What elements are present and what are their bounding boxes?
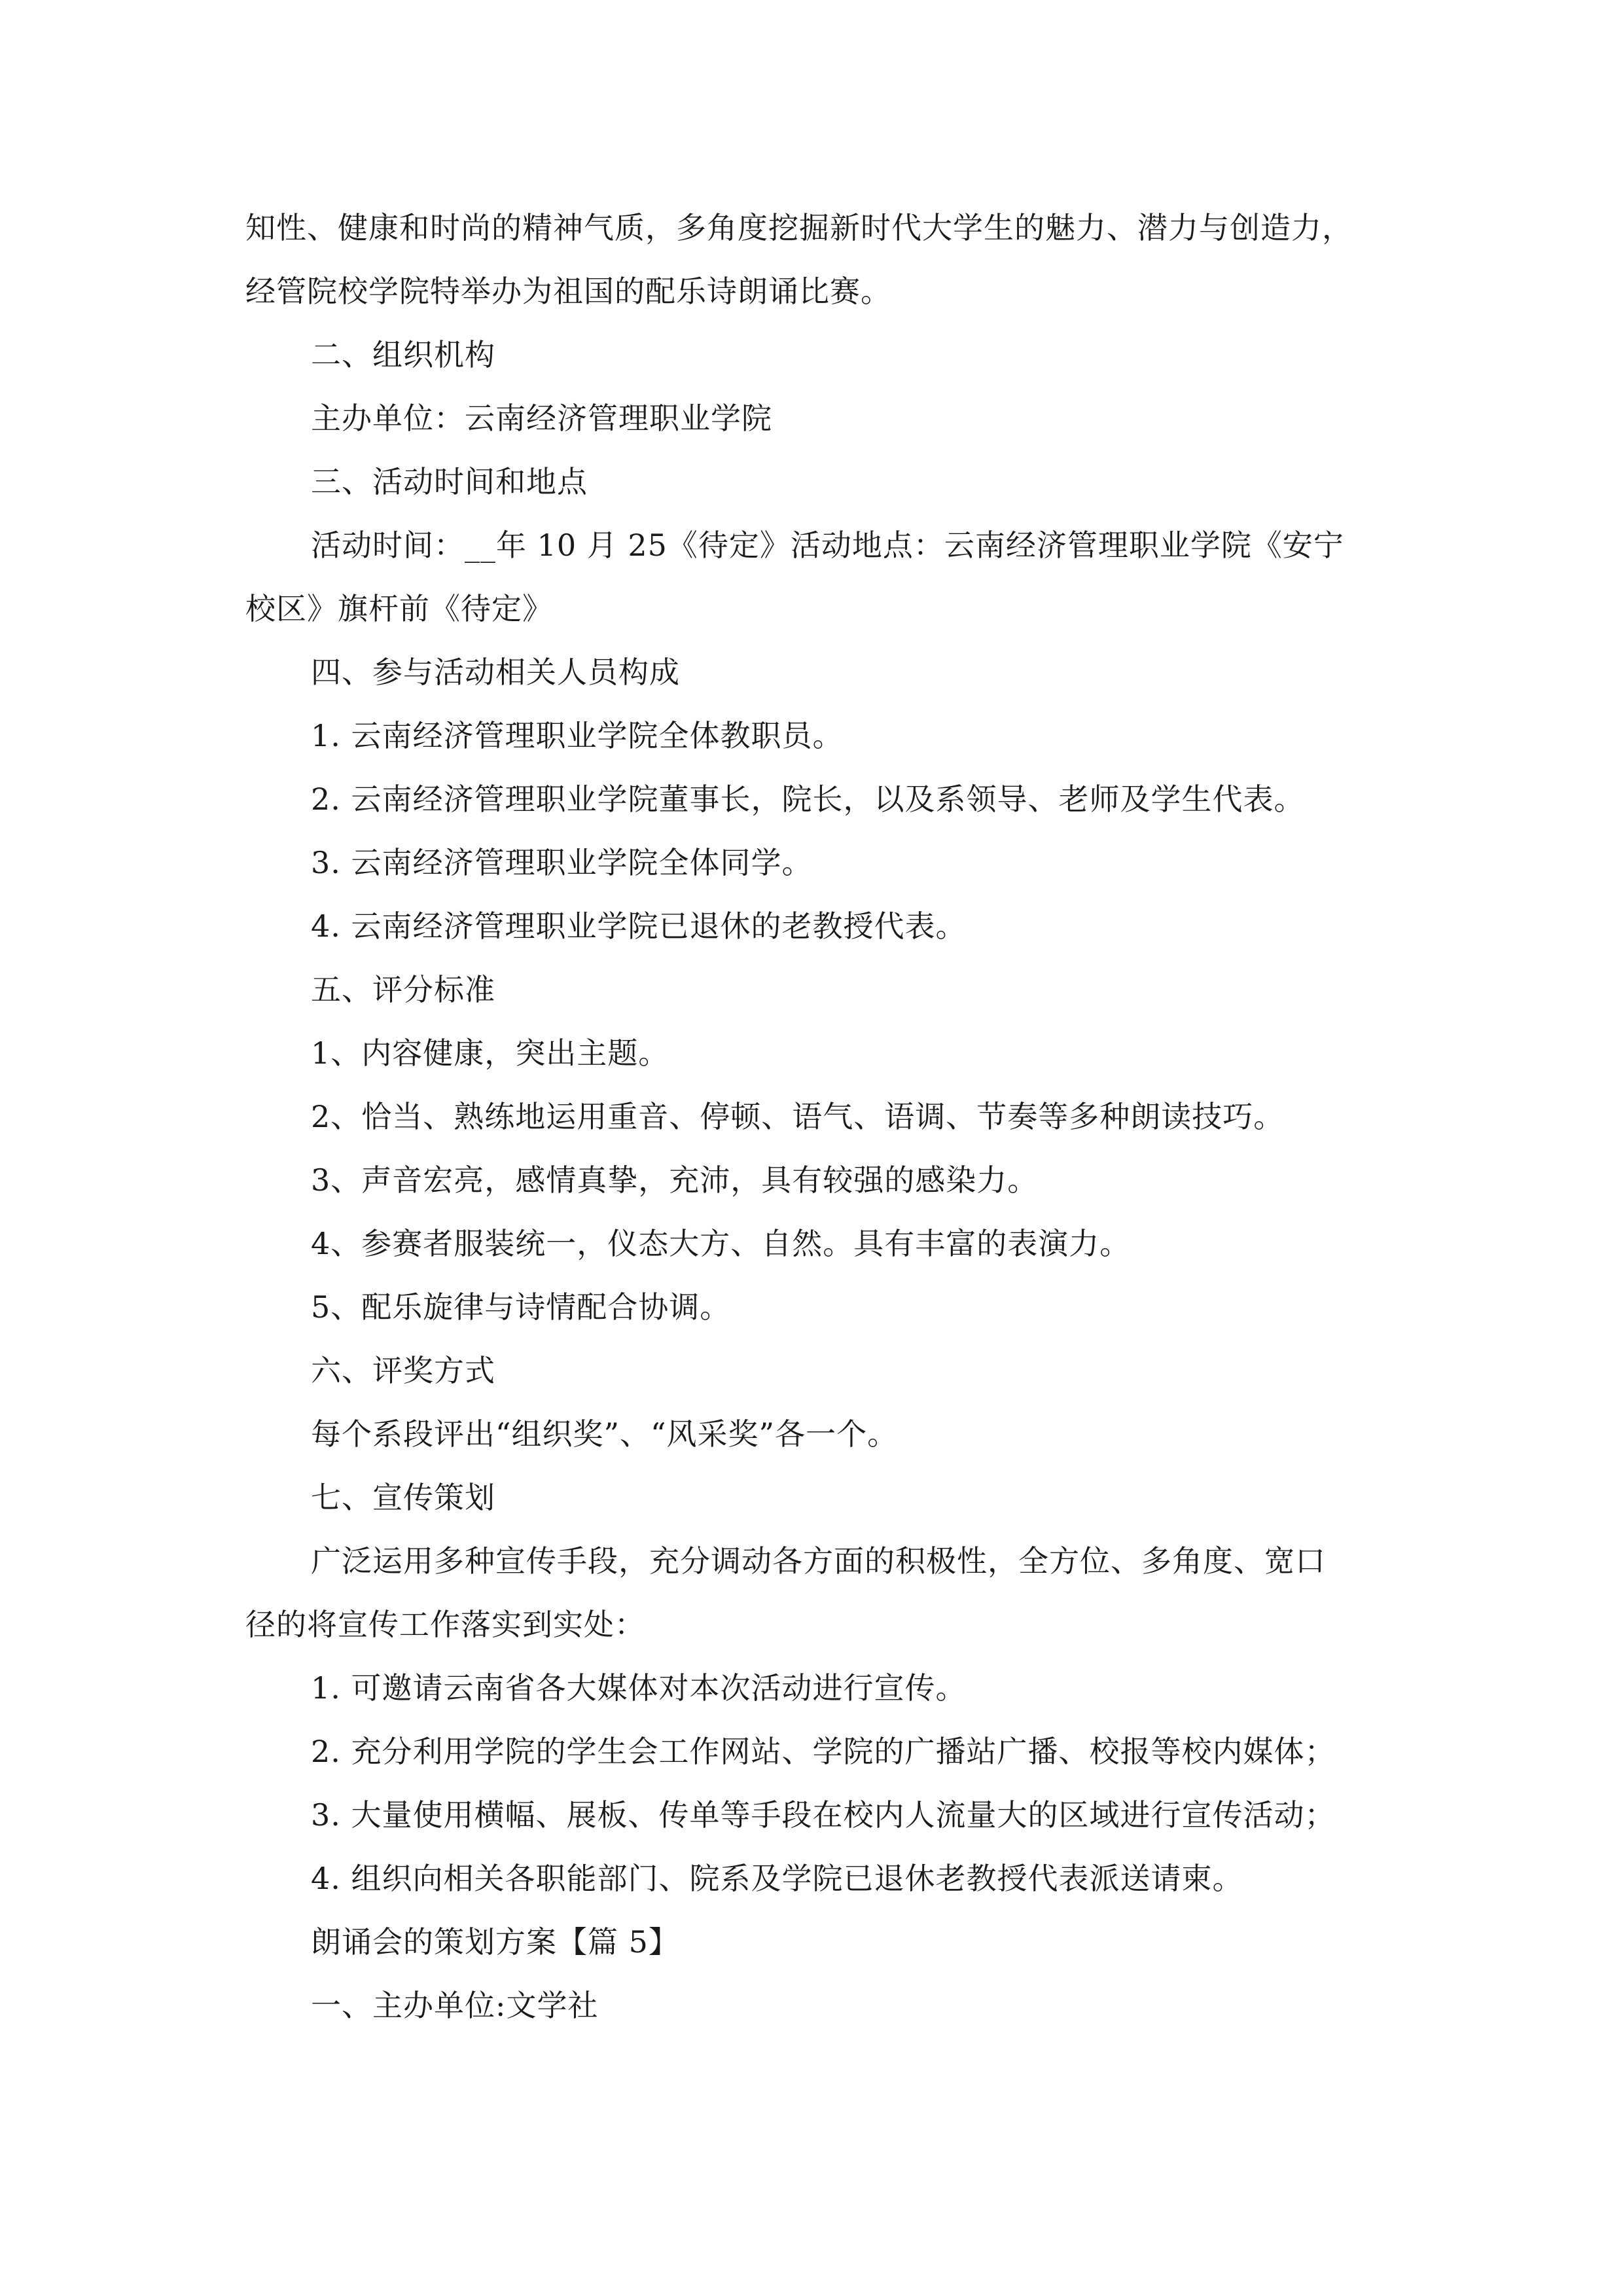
participant-item-3: 3. 云南经济管理职业学院全体同学。 [311, 845, 813, 880]
publicity-item-1: 1. 可邀请云南省各大媒体对本次活动进行宣传。 [311, 1670, 967, 1706]
participant-item-4: 4. 云南经济管理职业学院已退休的老教授代表。 [311, 908, 967, 944]
paragraph-line-2: 经管院校学院特举办为祖国的配乐诗朗诵比赛。 [245, 274, 891, 309]
activity-place-line: 校区》旗杆前《待定》 [245, 591, 553, 626]
awards-line: 每个系段评出“组织奖”、“风采奖”各一个。 [311, 1416, 899, 1452]
scoring-item-5: 5、配乐旋律与诗情配合协调。 [311, 1289, 731, 1325]
host-unit-line: 主办单位：云南经济管理职业学院 [311, 401, 772, 436]
scoring-item-1: 1、内容健康，突出主题。 [311, 1035, 669, 1071]
section-heading-time-place: 三、活动时间和地点 [311, 464, 588, 499]
scoring-item-4: 4、参赛者服装统一，仪态大方、自然。具有丰富的表演力。 [311, 1226, 1131, 1261]
paragraph-line-1: 知性、健康和时尚的精神气质，多角度挖掘新时代大学生的魅力、潜力与创造力， [245, 210, 1353, 245]
publicity-paragraph-line-2: 径的将宣传工作落实到实处： [245, 1607, 645, 1642]
scoring-item-2: 2、恰当、熟练地运用重音、停顿、语气、语调、节奏等多种朗读技巧。 [311, 1099, 1285, 1134]
participant-item-2: 2. 云南经济管理职业学院董事长，院长，以及系领导、老师及学生代表。 [311, 781, 1305, 817]
scoring-item-3: 3、声音宏亮，感情真挚，充沛，具有较强的感染力。 [311, 1162, 1039, 1198]
host-unit-literature-society: 一、主办单位:文学社 [311, 1988, 599, 2023]
section-heading-publicity: 七、宣传策划 [311, 1480, 495, 1515]
activity-time-line: 活动时间：__年 10 月 25《待定》活动地点：云南经济管理职业学院《安宁 [311, 528, 1344, 563]
publicity-item-2: 2. 充分利用学院的学生会工作网站、学院的广播站广播、校报等校内媒体； [311, 1734, 1336, 1769]
publicity-item-4: 4. 组织向相关各职能部门、院系及学院已退休老教授代表派送请柬。 [311, 1861, 1243, 1896]
section-heading-participants: 四、参与活动相关人员构成 [311, 655, 680, 690]
participant-item-1: 1. 云南经济管理职业学院全体教职员。 [311, 718, 844, 753]
section-heading-awards: 六、评奖方式 [311, 1353, 495, 1388]
section-heading-scoring: 五、评分标准 [311, 972, 495, 1007]
publicity-paragraph-line-1: 广泛运用多种宣传手段，充分调动各方面的积极性，全方位、多角度、宽口 [311, 1543, 1326, 1579]
plan-title-part-5: 朗诵会的策划方案【篇 5】 [311, 1924, 679, 1960]
publicity-item-3: 3. 大量使用横幅、展板、传单等手段在校内人流量大的区域进行宣传活动； [311, 1797, 1336, 1833]
section-heading-organization: 二、组织机构 [311, 337, 495, 372]
